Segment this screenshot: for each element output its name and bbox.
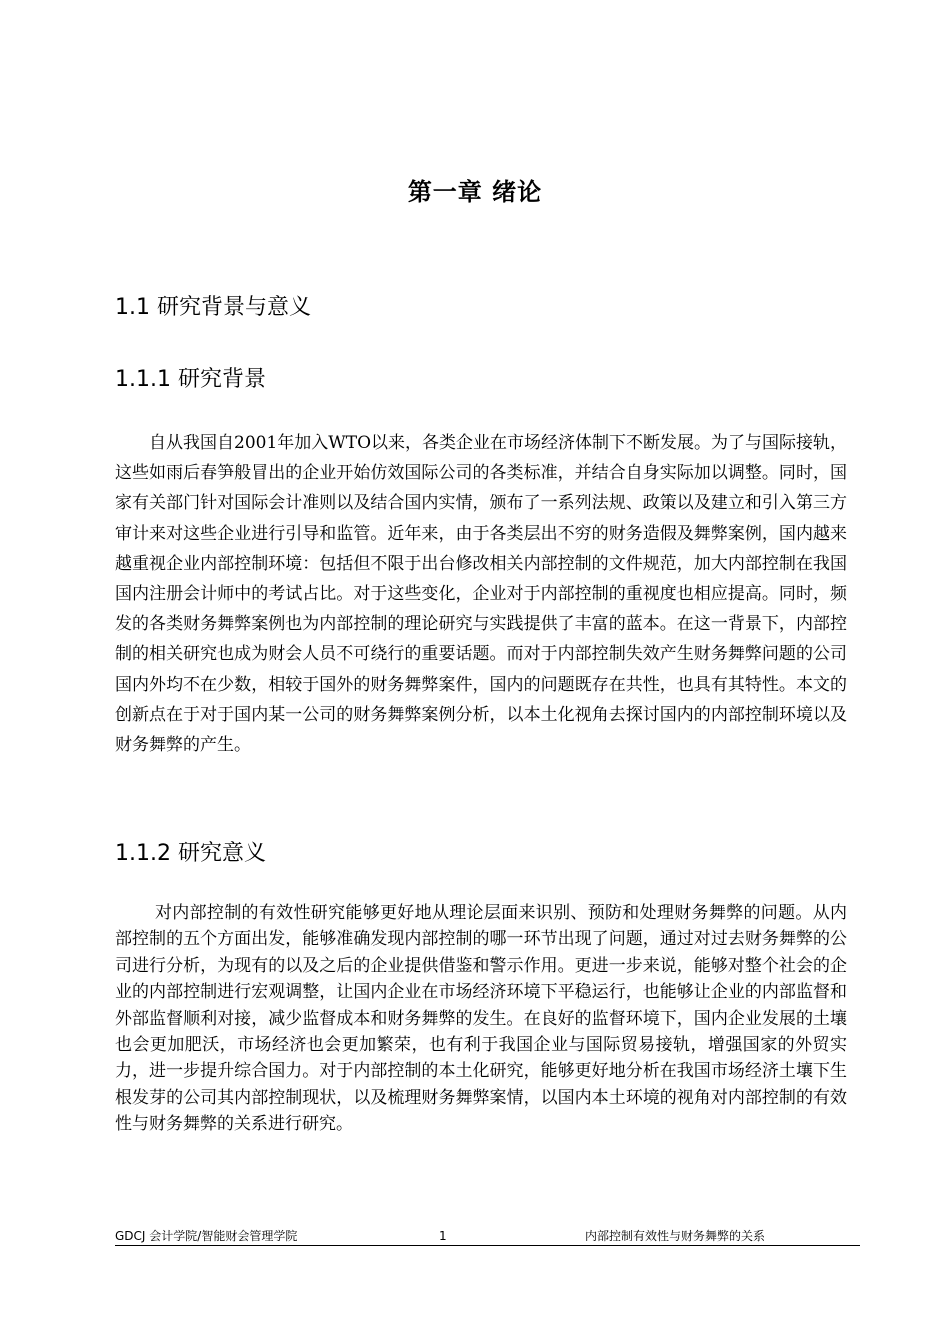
footer-institution: GDCJ 会计学院/智能财会管理学院 [115, 1229, 298, 1243]
footer-document-title: 内部控制有效性与财务舞弊的关系 [585, 1229, 766, 1243]
page-footer [115, 1227, 860, 1246]
section-heading-1-1-2: 1.1.2 研究意义 [115, 841, 266, 866]
section-heading-1-1: 1.1 研究背景与意义 [115, 295, 311, 320]
footer-page-number: 1 [439, 1229, 447, 1243]
paragraph-research-background: 自从我国自2001年加入WTO以来，各类企业在市场经济体制下不断发展。为了与国际接轨，这些如雨后春笋般冒出的企业开始仿效国际公司的各类标准，并结合自身实际加以调整。同时，国家有关部门针对国际会计准则以及结合国内实情，颁布了一系列法规、政策以及建立和引入第三方审计来对这些企业进行引导和监管。近年来，由于各类层出不穷的财务造假及舞弊案例，国内越来越重视企业内部控制环境：包括但不限于出台修改相关内部控制的文件规范，加大内部控制在我国国内注册会计师中的考试占比。对于这些变化，企业对于内部控制的重视度也相应提高。同时，频发的各类财务舞弊案例也为内部控制的理论研究与实践提供了丰富的蓝本。在这一背景下，内部控制的相关研究也成为财会人员不可绕行的重要话题。而对于内部控制失效产生财务舞弊问题的公司国内外均不在少数，相较于国外的财务舞弊案件，国内的问题既存在共性，也具有其特性。本文的创新点在于对于国内某一公司的财务舞弊案例分析，以本土化视角去探讨国内的内部控制环境以及财务舞弊的产生。 [115, 433, 848, 756]
paragraph-research-significance: 对内部控制的有效性研究能够更好地从理论层面来识别、预防和处理财务舞弊的问题。从内部控制的五个方面出发，能够准确发现内部控制的哪一环节出现了问题，通过对过去财务舞弊的公司进行分析，为现有的以及之后的企业提供借鉴和警示作用。更进一步来说，能够对整个社会的企业的内部控制进行宏观调整，让国内企业在市场经济环境下平稳运行，也能够让企业的内部监督和外部监督顺利对接，减少监督成本和财务舞弊的发生。在良好的监督环境下，国内企业发展的土壤也会更加肥沃，市场经济也会更加繁荣，也有利于我国企业与国际贸易接轨，增强国家的外贸实力，进一步提升综合国力。对于内部控制的本土化研究，能够更好地分析在我国市场经济土壤下生根发芽的公司其内部控制现状，以及梳理财务舞弊案情，以国内本土环境的视角对内部控制的有效性与财务舞弊的关系进行研究。 [115, 903, 847, 1135]
section-heading-1-1-1: 1.1.1 研究背景 [115, 367, 266, 392]
chapter-title: 第一章 绪论 [407, 178, 543, 206]
